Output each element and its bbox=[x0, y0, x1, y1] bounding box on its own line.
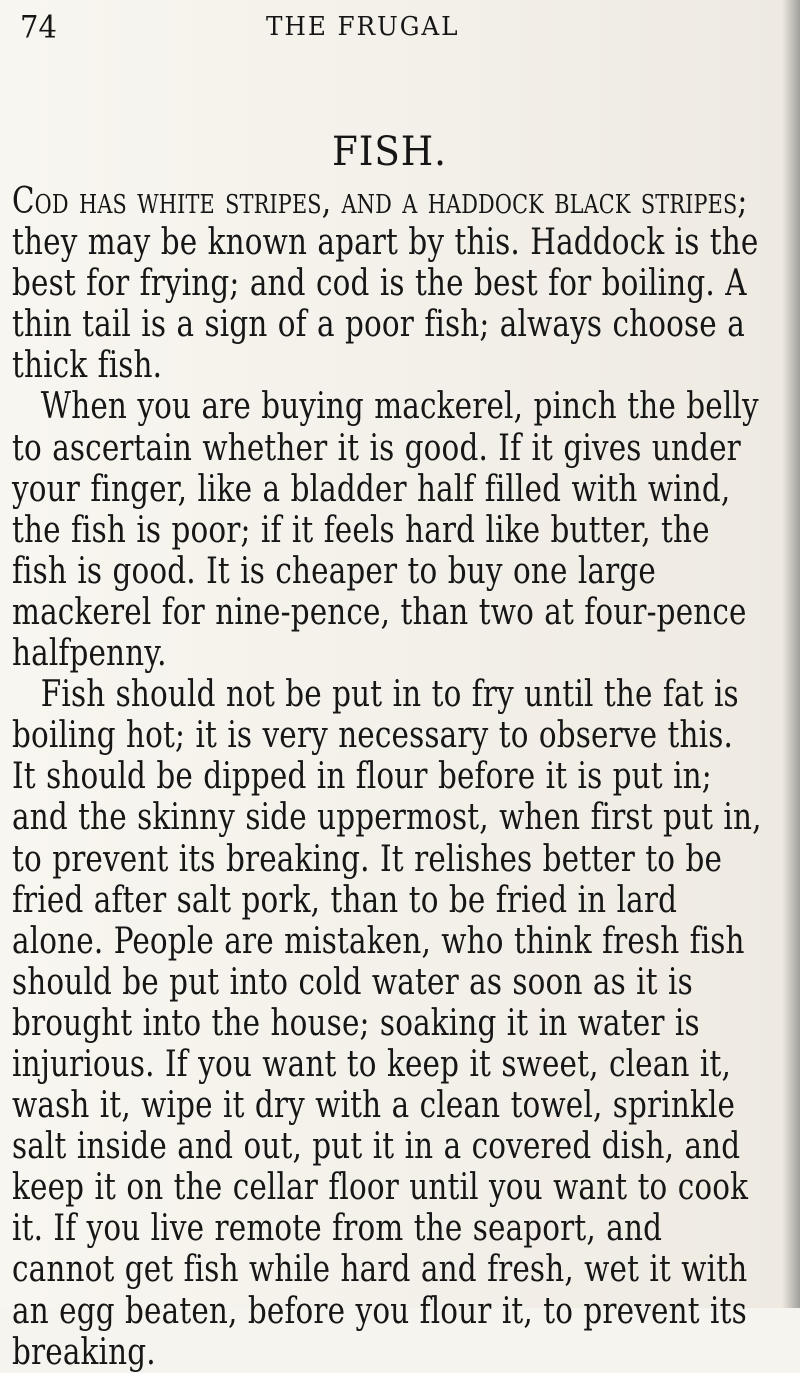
body-text bbox=[12, 180, 764, 1372]
page-edge-shadow bbox=[782, 0, 800, 1308]
paragraph-frying-fish: Fish should not be put in to fry until the fat is boiling hot; it is very necessary to observe this. It should be dipped in flour before it is put in; and the skinny side uppermost, when first put in, to prevent its breaking. It relishes better to be fried after salt pork, than to be fried in lard alone. People are mistaken, who think fresh fish should be put into cold water as soon as it is brought into the house; soaking it in water is injurious. If you want to keep it sweet, clean it, wash it, wipe it dry with a clean towel, sprinkle salt inside and out, put it in a covered dish, and keep it on the cellar floor until you want to cook it. If you live remote from the seaport, and cannot get fish while hard and fresh, wet it with an egg beaten, before you flour it, to prevent its breaking. bbox=[12, 672, 762, 1373]
page-number: 74 bbox=[20, 8, 57, 45]
section-title: FISH. bbox=[332, 129, 447, 175]
paragraph-mackerel: When you are buying mackerel, pinch the belly to ascertain whether it is good. If it gives under your finger, like a bladder half filled with wind, the fish is poor; if it feels hard like butter, the fish is good. It is cheaper to buy one large mackerel for nine-pence, than two at four-pence halfpenny. bbox=[12, 384, 759, 675]
paragraph-cod-haddock: Cod has white stripes, and a haddock black stripes; they may be known apart by this. Haddock is the best for frying; and cod is the best for boiling. A thin tail is a sign of a poor fish; always choose a thick fish. bbox=[12, 179, 759, 387]
running-title: THE FRUGAL bbox=[266, 12, 460, 42]
